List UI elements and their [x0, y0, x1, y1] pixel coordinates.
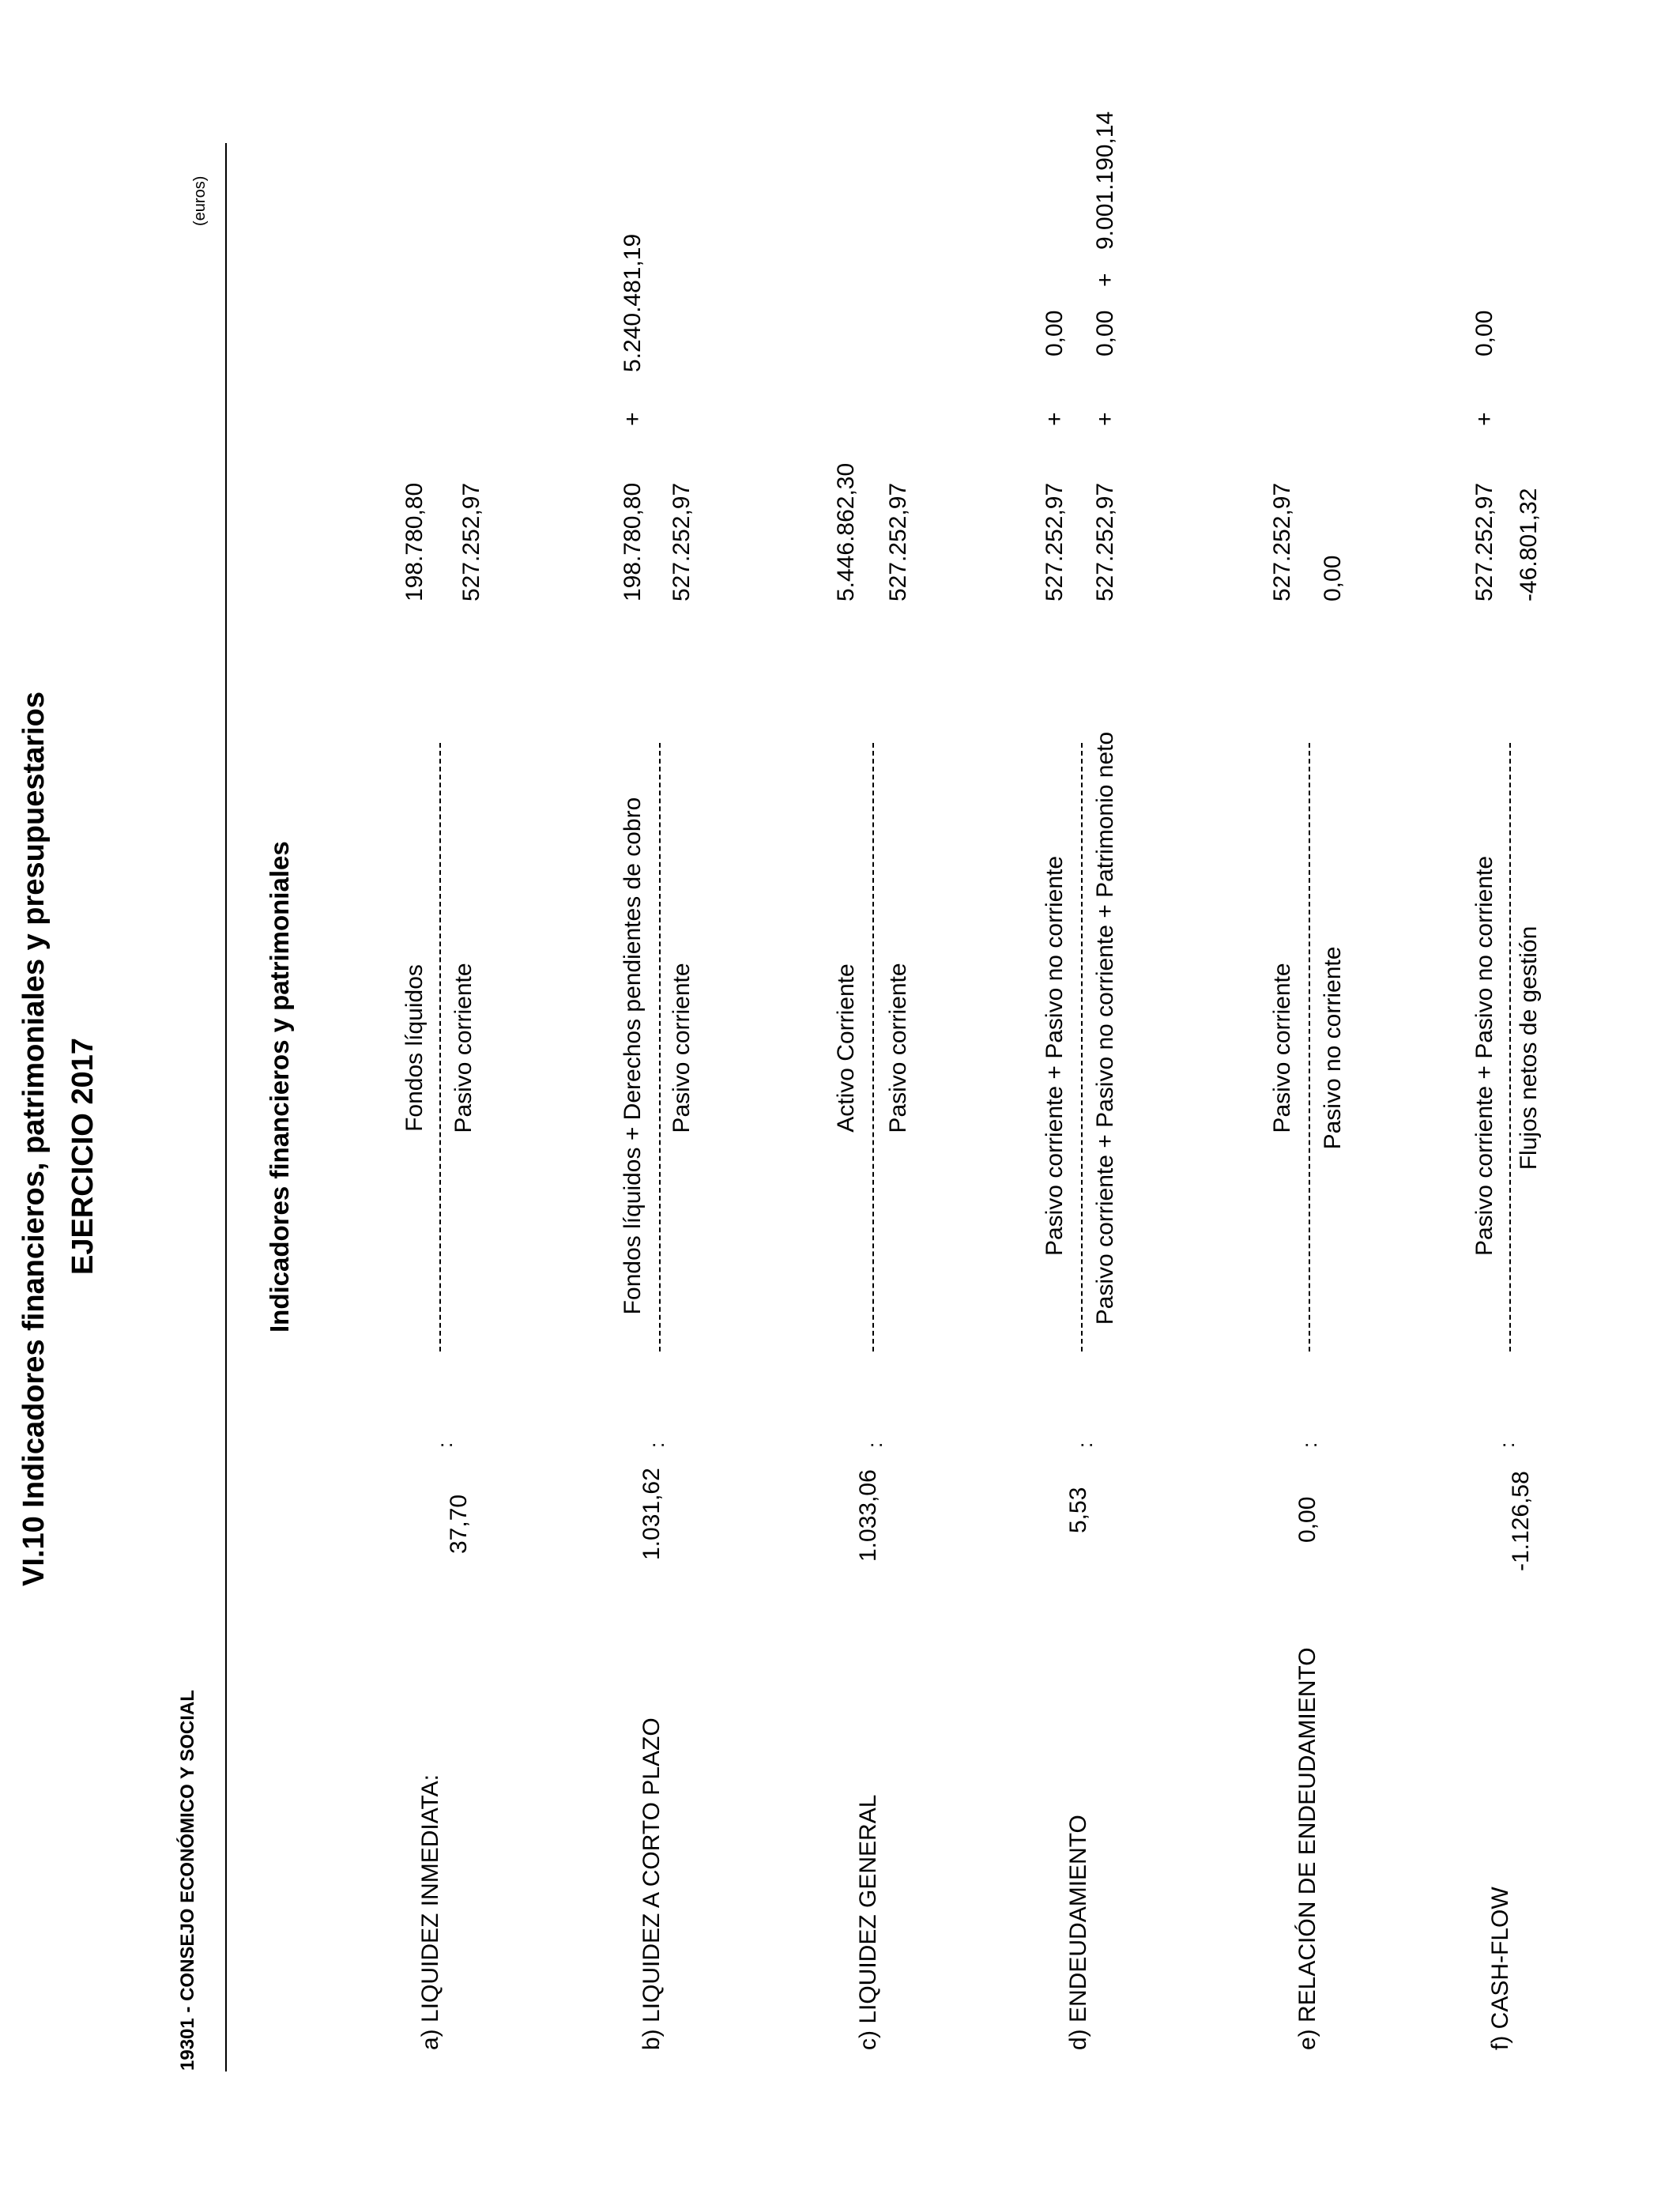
- entity-name: 19301 - CONSEJO ECONÓMICO Y SOCIAL: [177, 1690, 198, 2071]
- indicator-value: -1.126,58: [1508, 1471, 1534, 1571]
- plus-sign: +: [1092, 273, 1118, 287]
- fraction-line: [1309, 743, 1310, 1351]
- indicator-label: a) LIQUIDEZ INMEDIATA:: [417, 1774, 443, 2050]
- indicator-label: d) ENDEUDAMIENTO: [1065, 1815, 1091, 2050]
- numerator-value: 527.252,97: [1471, 482, 1497, 601]
- numerator-label: Fondos líquidos: [401, 964, 428, 1132]
- fraction-line: [872, 743, 874, 1351]
- section-title: Indicadores financieros y patrimoniales: [265, 841, 294, 1333]
- report-subtitle: EJERCICIO 2017: [66, 1038, 100, 1275]
- fraction-line: [439, 743, 441, 1351]
- plus-sign: +: [620, 412, 646, 426]
- denominator-label: Pasivo corriente + Pasivo no corriente + Patrimonio neto: [1092, 731, 1118, 1325]
- denominator-label: Pasivo corriente: [885, 963, 911, 1133]
- indicator-label: f) CASH-FLOW: [1487, 1887, 1513, 2050]
- denominator-value: 527.252,97: [885, 482, 911, 601]
- numerator-label: Pasivo corriente + Pasivo no corriente: [1042, 855, 1068, 1257]
- numerator-value: 198.780,80: [401, 482, 428, 601]
- indicator-value: 5,53: [1065, 1487, 1091, 1533]
- denominator-value: -46.801,32: [1516, 488, 1542, 601]
- plus-sign: +: [1471, 412, 1497, 426]
- colon: :: [433, 1442, 457, 1448]
- indicator-value: 37,70: [446, 1494, 472, 1554]
- header-rule: [225, 143, 227, 2071]
- fraction-line: [659, 743, 661, 1351]
- numerator-label: Fondos líquidos + Derechos pendientes de cobro: [620, 797, 646, 1315]
- units-label: (euros): [191, 175, 209, 226]
- indicator-value: 0,00: [1294, 1496, 1320, 1543]
- colon: :: [1073, 1442, 1097, 1448]
- numerator-label: Activo Corriente: [833, 963, 859, 1133]
- report-title: VI.10 Indicadores financieros, patrimoniales y presupuestarios: [17, 692, 51, 1586]
- denominator-value: 0,00: [1092, 310, 1118, 356]
- denominator-value: 527.252,97: [1092, 482, 1118, 601]
- numerator-label: Pasivo corriente: [1269, 963, 1295, 1133]
- numerator-value: 198.780,80: [620, 482, 646, 601]
- denominator-label: Pasivo corriente: [669, 963, 695, 1133]
- fraction-line: [1081, 743, 1083, 1351]
- numerator-value: 5.240.481,19: [620, 233, 646, 372]
- denominator-label: Flujos netos de gestión: [1516, 925, 1542, 1171]
- numerator-value: 527.252,97: [1269, 482, 1295, 601]
- colon: :: [1495, 1442, 1519, 1448]
- denominator-label: Pasivo no corriente: [1320, 946, 1346, 1150]
- numerator-value: 5.446.862,30: [833, 462, 859, 601]
- denominator-value: 9.001.190,14: [1092, 111, 1118, 250]
- numerator-value: 0,00: [1471, 310, 1497, 356]
- denominator-value: 527.252,97: [669, 482, 695, 601]
- plus-sign: +: [1042, 412, 1068, 426]
- indicator-label: e) RELACIÓN DE ENDEUDAMIENTO: [1294, 1647, 1320, 2050]
- denominator-value: 527.252,97: [458, 482, 484, 601]
- denominator-value: 0,00: [1320, 555, 1346, 601]
- indicator-value: 1.031,62: [638, 1468, 665, 1560]
- colon: :: [1298, 1442, 1321, 1448]
- numerator-label: Pasivo corriente + Pasivo no corriente: [1471, 855, 1497, 1257]
- numerator-value: 0,00: [1042, 310, 1068, 356]
- colon: :: [863, 1442, 887, 1448]
- plus-sign: +: [1092, 412, 1118, 426]
- colon: :: [645, 1442, 669, 1448]
- indicator-label: b) LIQUIDEZ A CORTO PLAZO: [638, 1717, 665, 2050]
- fraction-line: [1509, 743, 1511, 1351]
- indicator-label: c) LIQUIDEZ GENERAL: [855, 1794, 881, 2050]
- indicator-value: 1.033,06: [855, 1469, 881, 1562]
- numerator-value: 527.252,97: [1042, 482, 1068, 601]
- denominator-label: Pasivo corriente: [450, 963, 477, 1133]
